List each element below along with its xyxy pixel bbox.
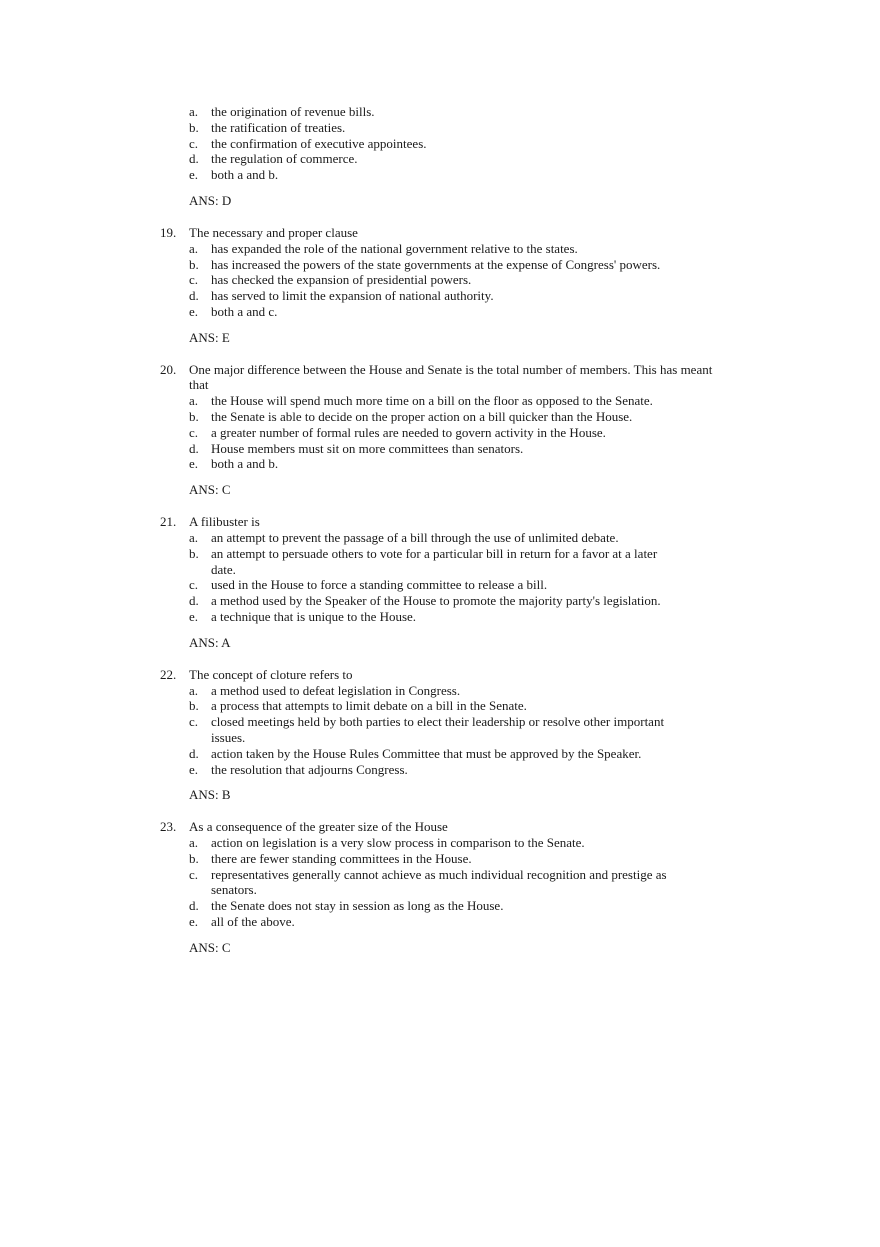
option-text: a method used to defeat legislation in Congress.	[211, 682, 461, 698]
option-letter: b.	[189, 119, 199, 135]
answer-option	[189, 683, 760, 699]
option-text: a greater number of formal rules are needed to govern activity in the House.	[211, 424, 606, 440]
option-text: both a and c.	[211, 303, 278, 319]
answer-option	[189, 714, 760, 746]
answer-option	[189, 577, 760, 593]
answer-key: ANS: E	[189, 329, 230, 345]
option-letter: d.	[189, 593, 199, 609]
option-text: the confirmation of executive appointees.	[211, 135, 427, 151]
answer-option	[189, 393, 760, 409]
question-header	[160, 514, 760, 530]
option-letter: a.	[189, 240, 199, 256]
option-text: House members must sit on more committees than senators.	[211, 440, 524, 456]
option-text: a method used by the Speaker of the House to promote the majority party's legislation.	[211, 593, 661, 609]
answer-option	[189, 835, 760, 851]
answer-option	[189, 546, 760, 578]
option-letter: c.	[189, 424, 199, 440]
option-letter: e.	[189, 456, 199, 472]
answer-option	[189, 151, 760, 167]
option-letter: c.	[189, 272, 199, 288]
option-letter: c.	[189, 577, 199, 593]
option-text: the Senate is able to decide on the proper action on a bill quicker than the House.	[211, 408, 633, 424]
option-text: a technique that is unique to the House.	[211, 608, 417, 624]
option-letter: b.	[189, 698, 199, 714]
answer-option	[189, 441, 760, 457]
answer-option	[189, 746, 760, 762]
option-text: the ratification of treaties.	[211, 119, 346, 135]
option-text: has increased the powers of the state governments at the expense of Congress' powers.	[211, 256, 661, 272]
question-block	[160, 667, 760, 804]
answer-option	[189, 609, 760, 625]
option-letter: c.	[189, 866, 199, 882]
option-text: the resolution that adjourns Congress.	[211, 761, 408, 777]
option-letter: a.	[189, 529, 199, 545]
question-text: The necessary and proper clause	[189, 224, 358, 240]
answer-option	[189, 104, 760, 120]
option-text: the Senate does not stay in session as long as the House.	[211, 898, 504, 914]
option-text: a process that attempts to limit debate on a bill in the Senate.	[211, 698, 527, 714]
answer-option	[189, 304, 760, 320]
option-letter: c.	[189, 135, 199, 151]
answer-option	[189, 762, 760, 778]
answer-key: ANS: D	[189, 192, 232, 208]
question-header	[160, 225, 760, 241]
option-letter: a.	[189, 682, 199, 698]
option-text: used in the House to force a standing committee to release a bill.	[211, 577, 548, 593]
question-text: As a consequence of the greater size of the House	[189, 819, 448, 835]
question-block	[160, 225, 760, 346]
exam-document	[160, 104, 760, 956]
question-block	[160, 362, 760, 498]
question-text: The concept of cloture refers to	[189, 666, 353, 682]
option-text: closed meetings held by both parties to elect their leadership or resolve other important issues.	[211, 714, 665, 745]
question-number: 19.	[160, 224, 177, 240]
option-text: action taken by the House Rules Committee that must be approved by the Speaker.	[211, 745, 642, 761]
option-text: all of the above.	[211, 914, 295, 930]
answer-option	[189, 272, 760, 288]
answer-option	[189, 530, 760, 546]
option-letter: d.	[189, 745, 199, 761]
question-number: 20.	[160, 361, 177, 377]
answer-option	[189, 425, 760, 441]
answer-option	[189, 136, 760, 152]
answer-key: ANS: A	[189, 634, 231, 650]
option-letter: d.	[189, 288, 199, 304]
option-letter: e.	[189, 761, 199, 777]
answer-option	[189, 698, 760, 714]
answer-option	[189, 867, 760, 899]
option-text: has served to limit the expansion of national authority.	[211, 288, 494, 304]
option-letter: b.	[189, 408, 199, 424]
question-number: 23.	[160, 819, 177, 835]
question-block	[160, 104, 760, 209]
answer-option	[189, 914, 760, 930]
answer-option	[189, 241, 760, 257]
question-block	[160, 819, 760, 956]
option-letter: b.	[189, 545, 199, 561]
answer-option	[189, 409, 760, 425]
option-letter: c.	[189, 714, 199, 730]
question-text: A filibuster is	[189, 513, 260, 529]
option-letter: e.	[189, 167, 199, 183]
question-text: One major difference between the House and Senate is the total number of members. This has meant that	[189, 361, 713, 393]
option-text: representatives generally cannot achieve as much individual recognition and prestige as senators.	[211, 866, 667, 898]
option-text: an attempt to prevent the passage of a bill through the use of unlimited debate.	[211, 529, 619, 545]
answer-option	[189, 851, 760, 867]
answer-option	[189, 593, 760, 609]
answer-option	[189, 898, 760, 914]
option-letter: e.	[189, 914, 199, 930]
answer-option	[189, 167, 760, 183]
question-header	[160, 819, 760, 835]
question-number: 21.	[160, 513, 177, 529]
option-text: the origination of revenue bills.	[211, 104, 375, 119]
answer-key: ANS: C	[189, 939, 231, 955]
answer-option	[189, 120, 760, 136]
option-letter: a.	[189, 393, 199, 409]
answer-option	[189, 257, 760, 273]
option-letter: b.	[189, 256, 199, 272]
option-letter: d.	[189, 898, 199, 914]
option-text: an attempt to persuade others to vote for a particular bill in return for a favor at a later date.	[211, 545, 658, 577]
question-header	[160, 667, 760, 683]
option-text: both a and b.	[211, 167, 279, 183]
option-text: both a and b.	[211, 456, 279, 472]
question-header	[160, 362, 760, 394]
answer-key: ANS: B	[189, 787, 231, 803]
option-letter: d.	[189, 151, 199, 167]
question-number: 22.	[160, 666, 177, 682]
option-letter: d.	[189, 440, 199, 456]
option-letter: a.	[189, 104, 199, 119]
option-text: has expanded the role of the national government relative to the states.	[211, 240, 578, 256]
answer-key: ANS: C	[189, 482, 231, 498]
option-letter: e.	[189, 303, 199, 319]
option-letter: a.	[189, 835, 199, 851]
answer-option	[189, 456, 760, 472]
option-text: there are fewer standing committees in the House.	[211, 850, 472, 866]
answer-option	[189, 288, 760, 304]
option-text: the regulation of commerce.	[211, 151, 358, 167]
option-text: has checked the expansion of presidential powers.	[211, 272, 472, 288]
question-block	[160, 514, 760, 651]
option-text: action on legislation is a very slow process in comparison to the Senate.	[211, 835, 585, 851]
option-letter: e.	[189, 608, 199, 624]
option-text: the House will spend much more time on a bill on the floor as opposed to the Senate.	[211, 393, 653, 409]
option-letter: b.	[189, 850, 199, 866]
